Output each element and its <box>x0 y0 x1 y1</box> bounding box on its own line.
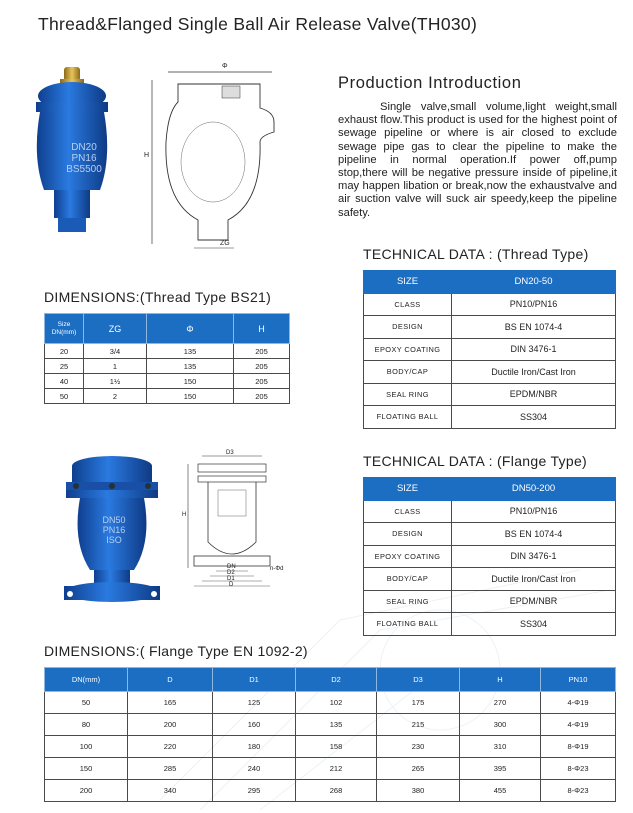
table-row: 80 200 160 135 215 300 4-Φ19 <box>45 714 616 736</box>
table-row: CLASS PN10/PN16 <box>364 293 616 316</box>
table-row: 50 165 125 102 175 270 4-Φ19 <box>45 692 616 714</box>
flange-valve-marks: DN50 PN16 ISO <box>102 515 126 545</box>
table-header-row: SIZE DN20-50 <box>364 271 616 294</box>
label-phi: Φ <box>222 63 228 70</box>
table-row: 100 220 180 158 230 310 8-Φ19 <box>45 736 616 758</box>
label-h: H <box>144 152 150 159</box>
table-row: EPOXY COATING DIN 3476-1 <box>364 338 616 361</box>
tech-thread-heading: TECHNICAL DATA : (Thread Type) <box>363 246 589 262</box>
dim-flange-table <box>44 667 616 802</box>
label-d2: D2 <box>227 570 235 576</box>
tech-flange-heading: TECHNICAL DATA : (Flange Type) <box>363 453 587 469</box>
table-row: FLOATING BALL SS304 <box>364 406 616 429</box>
table-row: BODY/CAP Ductile Iron/Cast Iron <box>364 568 616 591</box>
label-d3: D3 <box>226 450 234 456</box>
table-row: CLASS PN10/PN16 <box>364 500 616 523</box>
label-h-flange: H <box>182 512 187 518</box>
thread-valve-marks: DN20 PN16 BS5500 <box>66 142 102 175</box>
dim-thread-table <box>44 313 290 404</box>
label-zg: ZG <box>220 240 230 247</box>
thread-valve-drawing <box>142 62 282 252</box>
production-text: Single valve,small volume,light weight,small exhaust flow.This product is used for the highest point of sewage pipeline or where is air closed to exclude sewage pipe gas to clear the pipeline to make the pipeline in normal operation.If power off,pump stop,there will be negative pressure inside of pipeline,it may happen libation or break,now the exhaustvalve and air suction valve will suck air speedy,keep the pipeline safety. <box>338 101 617 219</box>
table-header-row: DN(mm) D D1 D2 D3 H PN10 <box>45 668 616 692</box>
table-row: EPOXY COATING DIN 3476-1 <box>364 545 616 568</box>
tech-flange-table <box>363 477 616 636</box>
table-row: 150 285 240 212 265 395 8-Φ23 <box>45 758 616 780</box>
table-row: SEAL RING EPDM/NBR <box>364 590 616 613</box>
table-row: 20 3/4 135 205 <box>45 344 290 359</box>
production-heading: Production Introduction <box>338 74 522 92</box>
table-row: 40 1½ 150 205 <box>45 374 290 389</box>
table-row: 25 1 135 205 <box>45 359 290 374</box>
label-holes: n-Φd <box>270 566 284 572</box>
table-row: FLOATING BALL SS304 <box>364 613 616 636</box>
dim-flange-heading: DIMENSIONS:( Flange Type EN 1092-2) <box>44 643 308 659</box>
page-title: Thread&Flanged Single Ball Air Release Valve(TH030) <box>38 14 478 34</box>
table-row: 200 340 295 268 380 455 8-Φ23 <box>45 780 616 802</box>
table-row: BODY/CAP Ductile Iron/Cast Iron <box>364 361 616 384</box>
table-row: SEAL RING EPDM/NBR <box>364 383 616 406</box>
table-header-row: SIZE DN50-200 <box>364 478 616 501</box>
table-header-row: Size DN(mm) ZG Φ H <box>45 314 290 344</box>
table-row: DESIGN BS EN 1074-4 <box>364 523 616 546</box>
label-dn: DN <box>227 564 236 570</box>
tech-thread-table <box>363 270 616 429</box>
dim-thread-heading: DIMENSIONS:(Thread Type BS21) <box>44 289 272 305</box>
label-d1: D1 <box>227 576 235 582</box>
table-row: 50 2 150 205 <box>45 389 290 404</box>
table-row: DESIGN BS EN 1074-4 <box>364 316 616 339</box>
label-d: D <box>229 582 234 588</box>
